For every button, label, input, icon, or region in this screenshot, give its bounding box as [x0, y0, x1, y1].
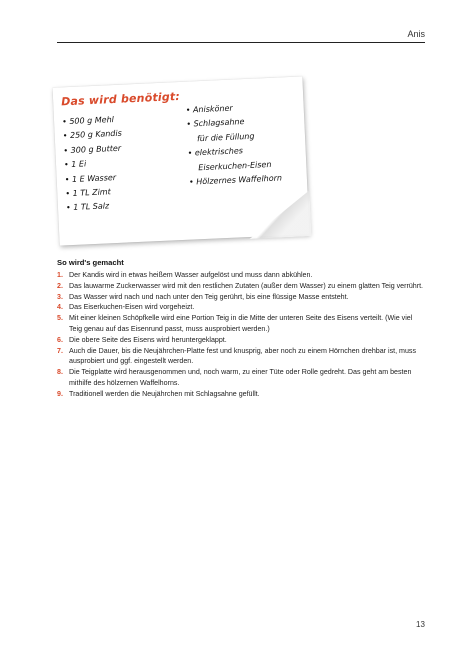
step-item — [57, 313, 427, 335]
step-text: Die obere Seite des Eisens wird heruntergeklappt. — [69, 335, 227, 344]
ingredient-item: • 1 TL Salz — [65, 201, 110, 213]
step-text: Die Teigplatte wird herausgenommen und, noch warm, zu einer Tüte oder Rolle gedreht. Das geht am besten mithilfe des hölzernen Waffelhorns. — [69, 368, 412, 387]
page-number: 13 — [416, 620, 425, 629]
step-number: 5. — [57, 314, 63, 323]
ingredient-item: • 1 Ei — [63, 159, 87, 170]
step-item — [57, 367, 427, 389]
extras-list — [185, 100, 282, 191]
note-title: Das wird benötigt: — [60, 89, 181, 109]
step-text: Das lauwarme Zuckerwasser wird mit den restlichen Zutaten (außer dem Wasser) zu einem glatten Teig verrührt. — [69, 281, 424, 290]
extra-item: • Hölzernes Waffelhorn — [188, 173, 283, 187]
step-text: Traditionell werden die Neujährchen mit Schlagsahne gefüllt. — [69, 389, 260, 398]
step-item — [57, 346, 427, 368]
ingredient-item: • 300 g Butter — [63, 143, 122, 156]
step-number: 3. — [57, 292, 63, 301]
step-number: 4. — [57, 303, 63, 312]
step-text: Der Kandis wird in etwas heißem Wasser aufgelöst und muss dann abkühlen. — [69, 271, 313, 279]
ingredients-list — [62, 113, 126, 216]
step-text: Das Eiserkuchen-Eisen wird vorgeheizt. — [69, 303, 195, 312]
ingredient-item: • 1 E Wasser — [64, 172, 117, 184]
ingredients-note — [53, 76, 310, 245]
step-number: 9. — [57, 389, 63, 398]
note-content — [53, 76, 310, 245]
header-rule — [57, 42, 425, 43]
step-item — [57, 292, 427, 303]
step-number: 2. — [57, 281, 63, 290]
step-number: 8. — [57, 368, 63, 377]
ingredient-item: • 1 TL Zimt — [65, 187, 111, 199]
step-item — [57, 335, 427, 346]
step-text: Mit einer kleinen Schöpfkelle wird eine Portion Teig in die Mitte der unteren Seite des Eisens verteilt. (Wie viel Teig genau auf das Eisenrund passt, muss ausprobiert werden.) — [69, 314, 413, 333]
extra-item: • Schlagsahne — [186, 117, 245, 130]
ingredient-item: • 500 g Mehl — [61, 115, 115, 127]
extra-item: für die Füllung — [196, 131, 255, 144]
step-text: Auch die Dauer, bis die Neujährchen-Platte fest und knusprig, aber noch zu einem Hörnchen drehbar ist, muss ausprobiert und ggf. eingestellt werden. — [69, 346, 416, 366]
ingredient-item: • 250 g Kandis — [62, 129, 123, 141]
steps-list — [57, 270, 427, 400]
step-number: 1. — [57, 271, 63, 279]
step-number: 6. — [57, 335, 63, 344]
extra-item: Eiserkuchen-Eisen — [198, 159, 272, 172]
step-number: 7. — [57, 346, 63, 355]
section-title: So wird's gemacht — [57, 258, 124, 267]
running-header: Anis — [407, 29, 425, 39]
step-item — [57, 270, 427, 281]
extra-item: • Anisköner — [185, 103, 233, 115]
extra-item: • elektrisches — [187, 146, 244, 158]
step-text: Das Wasser wird nach und nach unter den Teig gerührt, bis eine flüssige Masse entsteht. — [69, 292, 349, 301]
step-item — [57, 302, 427, 313]
step-item — [57, 389, 427, 400]
step-item — [57, 281, 427, 292]
